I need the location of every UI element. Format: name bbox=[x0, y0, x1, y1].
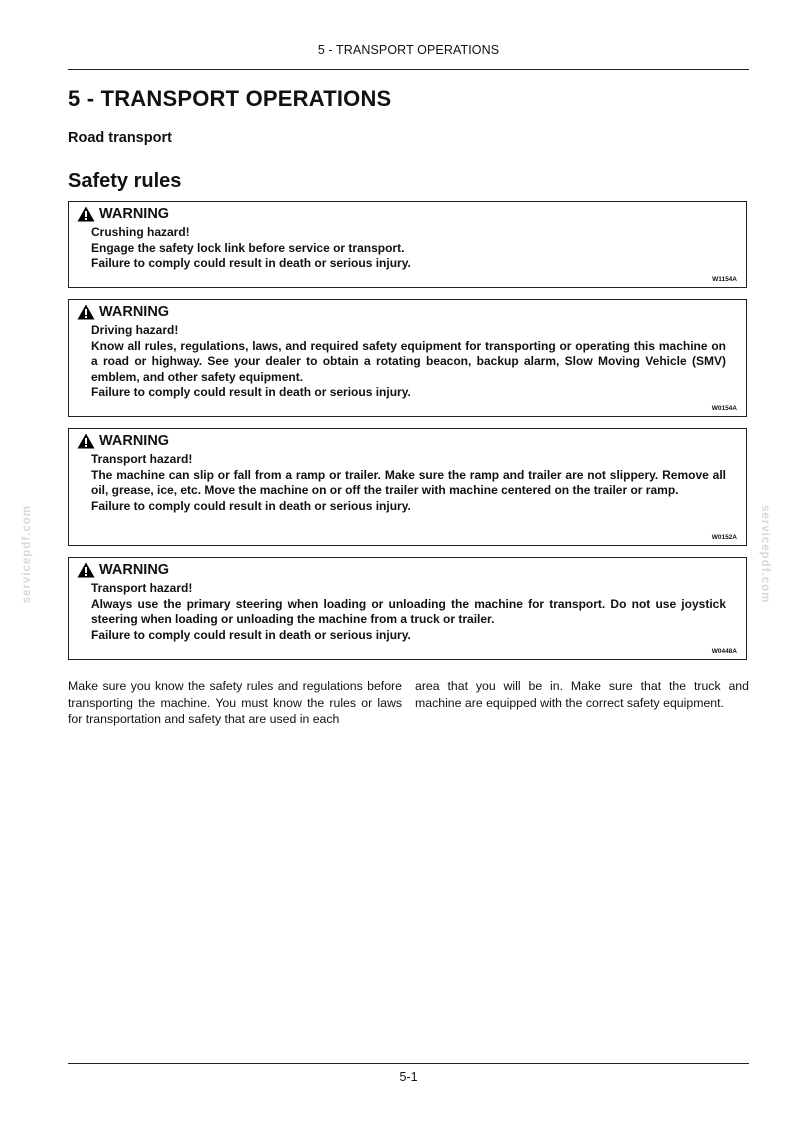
warning-instruction: The machine can slip or fall from a ramp or trailer. Make sure the ramp and trailer are not slippery. Remove all oil, grease, ice, etc. Move the machine on or off the trailer with machine centered on the trailer or ramp. bbox=[91, 467, 726, 497]
warning-body bbox=[77, 581, 736, 643]
watermark-left: servicepdf.com bbox=[21, 505, 33, 604]
footer-rule bbox=[68, 1063, 749, 1064]
warning-body bbox=[77, 323, 736, 401]
watermark-right: servicepdf.com bbox=[759, 505, 771, 604]
header-rule bbox=[68, 69, 749, 70]
warning-code: W1154A bbox=[712, 276, 737, 283]
warning-label: WARNING bbox=[99, 433, 170, 449]
warning-hazard-title: Transport hazard! bbox=[91, 452, 193, 466]
subheading-road-transport: Road transport bbox=[68, 130, 172, 146]
body-right-column: area that you will be in. Make sure that the truck and machine are equipped with the correct safety equipment. bbox=[415, 679, 749, 710]
warning-code: W0154A bbox=[711, 405, 737, 412]
warning-hazard-title: Crushing hazard! bbox=[91, 225, 190, 239]
warning-label: WARNING bbox=[99, 304, 170, 320]
warning-triangle-icon bbox=[77, 433, 95, 449]
warning-label: WARNING bbox=[99, 206, 170, 222]
warning-header bbox=[77, 304, 736, 320]
warning-instruction: Engage the safety lock link before service or transport. bbox=[91, 240, 405, 255]
warning-box-transport-ramp bbox=[68, 428, 747, 546]
warning-box-driving bbox=[68, 299, 747, 417]
section-title-safety-rules: Safety rules bbox=[68, 170, 182, 192]
warning-box-crushing bbox=[68, 201, 747, 288]
warning-hazard-title: Transport hazard! bbox=[91, 581, 193, 595]
warning-triangle-icon bbox=[77, 206, 95, 222]
warning-header bbox=[77, 206, 736, 222]
body-left-column: Make sure you know the safety rules and regulations before transporting the machine. You must know the rules or laws for transportation and safety that are used in each bbox=[68, 679, 402, 726]
warning-body bbox=[77, 452, 736, 514]
page-title: 5 - TRANSPORT OPERATIONS bbox=[68, 86, 392, 111]
warning-instruction: Always use the primary steering when loading or unloading the machine for transport. Do not use joystick steering when loading or unloading the machine from a truck or trailer. bbox=[91, 596, 726, 626]
warning-instruction: Know all rules, regulations, laws, and required safety equipment for transporting or operating this machine on a road or highway. See your dealer to obtain a rotating beacon, backup alarm, Slow Moving Vehicle (SMV) emblem, and other safety equipment. bbox=[91, 338, 726, 384]
warning-triangle-icon bbox=[77, 304, 95, 320]
warning-consequence: Failure to comply could result in death or serious injury. bbox=[91, 385, 411, 399]
warning-consequence: Failure to comply could result in death or serious injury. bbox=[91, 498, 411, 513]
warning-consequence: Failure to comply could result in death or serious injury. bbox=[91, 627, 411, 642]
running-header: 5 - TRANSPORT OPERATIONS bbox=[317, 43, 500, 57]
warning-triangle-icon bbox=[77, 562, 95, 578]
warning-hazard-title: Driving hazard! bbox=[91, 323, 179, 337]
body-text bbox=[68, 678, 749, 728]
warning-code: W0448A bbox=[711, 648, 737, 655]
warning-header bbox=[77, 562, 736, 578]
warning-label: WARNING bbox=[99, 562, 170, 578]
warning-consequence: Failure to comply could result in death or serious injury. bbox=[91, 256, 411, 270]
warning-box-transport-steering bbox=[68, 557, 747, 660]
warning-header bbox=[77, 433, 736, 449]
warning-code: W0152A bbox=[711, 534, 737, 541]
page-number: 5-1 bbox=[399, 1070, 418, 1084]
warning-body bbox=[77, 225, 736, 272]
